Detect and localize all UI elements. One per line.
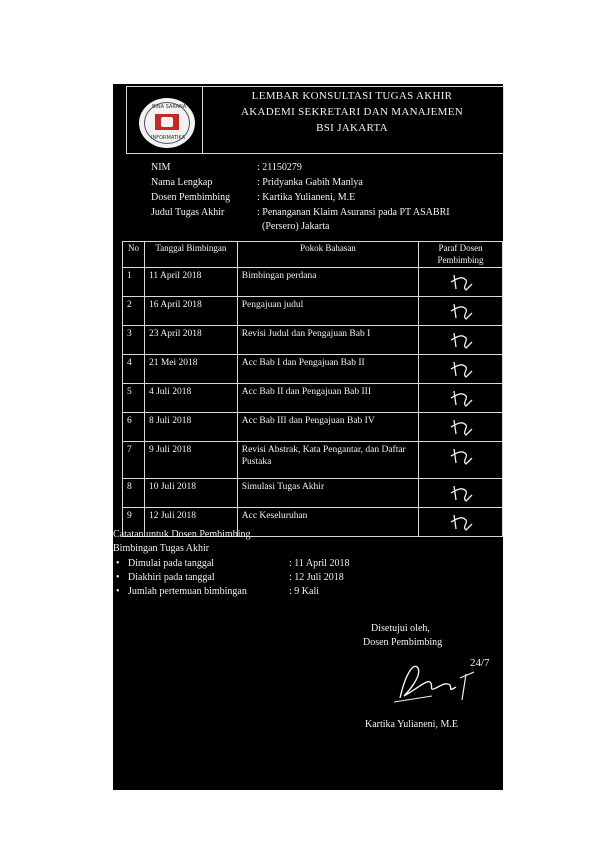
info-label-thesis-title: Judul Tugas Akhir: [151, 207, 225, 218]
title-line-3: BSI JAKARTA: [316, 122, 388, 134]
title-line-2: AKADEMI SEKRETARI DAN MANAJEMEN: [241, 106, 463, 118]
consultation-table: [122, 241, 503, 537]
table-row: [123, 355, 503, 384]
row-number: 7: [123, 442, 145, 479]
notes-subheading: Bimbingan Tugas Akhir: [113, 543, 210, 554]
info-value-nim: : 21150279: [257, 162, 302, 173]
row-number: 5: [123, 384, 145, 413]
paraf-signature: [448, 416, 474, 438]
col-header-signature: Paraf Dosen Pembimbing: [419, 242, 503, 268]
note-value-count: : 9 Kali: [289, 586, 319, 597]
info-label-nim: NIM: [151, 162, 171, 173]
row-number: 4: [123, 355, 145, 384]
note-value-start: : 11 April 2018: [289, 558, 350, 569]
table-row: [123, 268, 503, 297]
bullet-icon: •: [116, 586, 120, 597]
paraf-signature: [448, 445, 474, 467]
paraf-signature: [448, 511, 474, 533]
row-date: 10 Juli 2018: [144, 479, 237, 508]
row-date: 11 April 2018: [144, 268, 237, 297]
row-topic: Simulasi Tugas Akhir: [237, 479, 418, 508]
table-row: [123, 413, 503, 442]
institution-logo: [139, 98, 195, 148]
row-number: 6: [123, 413, 145, 442]
row-paraf: [419, 326, 503, 355]
table-header-row: [123, 242, 503, 268]
row-date: 23 April 2018: [144, 326, 237, 355]
supervisor-name: Kartika Yulianeni, M.E: [365, 719, 458, 730]
col-header-date: Tanggal Bimbingan: [144, 242, 237, 268]
bullet-icon: •: [116, 572, 120, 583]
note-value-end: : 12 Juli 2018: [289, 572, 344, 583]
row-topic: Acc Keseluruhan: [237, 508, 418, 537]
row-paraf: [419, 413, 503, 442]
row-number: 2: [123, 297, 145, 326]
row-topic: Pengajuan judul: [237, 297, 418, 326]
row-date: 21 Mei 2018: [144, 355, 237, 384]
info-label-supervisor: Dosen Pembimbing: [151, 192, 231, 203]
table-row: [123, 442, 503, 479]
info-label-name: Nama Lengkap: [151, 177, 213, 188]
table-row: [123, 479, 503, 508]
row-date: 16 April 2018: [144, 297, 237, 326]
row-number: 1: [123, 268, 145, 297]
info-value-thesis-title: : Penanganan Klaim Asuransi pada PT ASABRI: [257, 207, 450, 218]
table-row: [123, 326, 503, 355]
row-paraf: [419, 297, 503, 326]
row-date: 4 Juli 2018: [144, 384, 237, 413]
approval-line-2: Dosen Pembimbing: [363, 637, 443, 648]
col-header-no: No: [123, 242, 145, 268]
paraf-signature: [448, 482, 474, 504]
supervisor-signature: [392, 652, 490, 708]
row-number: 3: [123, 326, 145, 355]
paraf-signature: [448, 300, 474, 322]
row-paraf: [419, 384, 503, 413]
row-topic: Acc Bab I dan Pengajuan Bab II: [237, 355, 418, 384]
row-topic: Revisi Abstrak, Kata Pengantar, dan Daftar Pustaka: [237, 442, 418, 479]
info-value-supervisor: : Kartika Yulianeni, M.E: [257, 192, 356, 203]
paraf-signature: [448, 271, 474, 293]
row-paraf: [419, 355, 503, 384]
logo-text-bottom: INFORMATIKA: [151, 135, 185, 141]
note-label-count: Jumlah pertemuan bimbingan: [128, 586, 247, 597]
table-row: [123, 384, 503, 413]
signature-annotation: 24/7: [470, 657, 490, 669]
note-label-end: Diakhiri pada tanggal: [128, 572, 215, 583]
row-date: 9 Juli 2018: [144, 442, 237, 479]
row-date: 8 Juli 2018: [144, 413, 237, 442]
row-paraf: [419, 479, 503, 508]
info-value-name: : Pridyanka Gabih Manlya: [257, 177, 363, 188]
info-value-thesis-title-cont: (Persero) Jakarta: [262, 221, 330, 232]
paraf-signature: [448, 358, 474, 380]
paraf-signature: [448, 329, 474, 351]
bullet-icon: •: [116, 558, 120, 569]
logo-text-top: BINA SARANA: [152, 104, 187, 110]
row-topic: Bimbingan perdana: [237, 268, 418, 297]
row-topic: Acc Bab II dan Pengajuan Bab III: [237, 384, 418, 413]
row-number: 9: [123, 508, 145, 537]
table-row: [123, 297, 503, 326]
row-topic: Revisi Judul dan Pengajuan Bab I: [237, 326, 418, 355]
row-paraf: [419, 508, 503, 537]
row-number: 8: [123, 479, 145, 508]
row-paraf: [419, 268, 503, 297]
notes-heading: Catatan untuk Dosen Pembimbing: [113, 529, 251, 540]
note-label-start: Dimulai pada tanggal: [128, 558, 215, 569]
title-line-1: LEMBAR KONSULTASI TUGAS AKHIR: [251, 90, 453, 102]
col-header-topic: Pokok Bahasan: [237, 242, 418, 268]
row-date: 12 Juli 2018: [144, 508, 237, 537]
approval-line-1: Disetujui oleh,: [371, 623, 430, 634]
paraf-signature: [448, 387, 474, 409]
row-paraf: [419, 442, 503, 479]
row-topic: Acc Bab III dan Pengajuan Bab IV: [237, 413, 418, 442]
